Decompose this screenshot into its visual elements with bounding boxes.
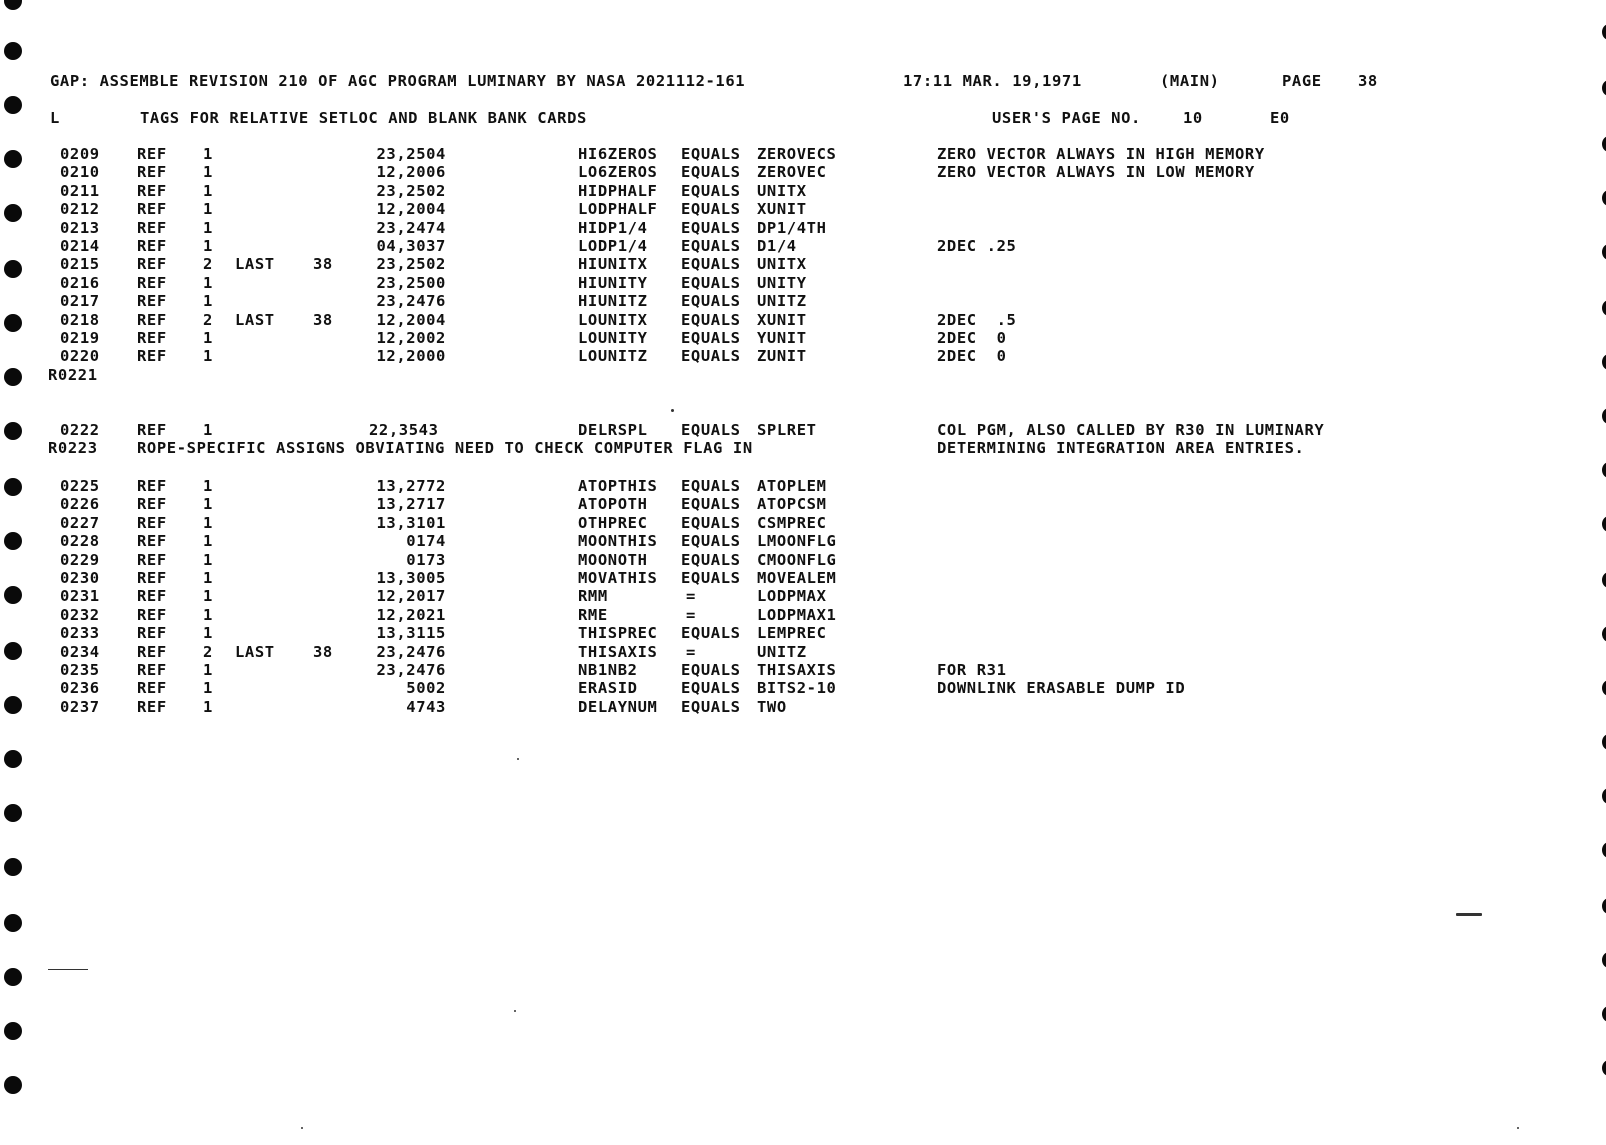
opcode: = [686, 605, 696, 624]
comment: COL PGM, ALSO CALLED BY R30 IN LUMINARY [937, 421, 1325, 439]
operand: UNITX [757, 255, 807, 274]
ref-keyword: REF [137, 513, 167, 532]
ref-count: 1 [203, 181, 213, 200]
last-page: 38 [313, 642, 333, 661]
comment: 2DEC .5 [937, 310, 1017, 329]
print-timestamp: 17:11 MAR. 19,1971 [903, 72, 1082, 90]
last-marker: LAST [235, 642, 275, 661]
users-page-label: USER'S PAGE NO. [992, 109, 1141, 127]
symbol-label: HIDPHALF [578, 181, 658, 200]
ink-mark [48, 969, 88, 970]
opcode: EQUALS [681, 513, 741, 532]
symbol-label: MOVATHIS [578, 569, 658, 587]
feed-hole [4, 804, 22, 822]
address: 04,3037 [376, 237, 446, 255]
ref-keyword: REF [137, 679, 167, 698]
feed-hole [1602, 626, 1606, 642]
operand: ZEROVEC [757, 163, 827, 182]
feed-hole [4, 0, 22, 10]
ref-keyword: REF [137, 587, 167, 606]
ref-keyword: REF [137, 495, 167, 514]
ref-keyword: REF [137, 605, 167, 624]
ink-mark [671, 409, 674, 412]
operand: DP1/4TH [757, 218, 827, 237]
ref-keyword: REF [137, 329, 167, 347]
listing-row [0, 624, 1500, 642]
ref-keyword: REF [137, 477, 167, 495]
address: 12,2006 [376, 163, 446, 182]
ink-mark [514, 1010, 516, 1012]
symbol-label: DELRSPL [578, 421, 648, 439]
address: 13,3005 [376, 569, 446, 587]
line-number: 0232 [60, 605, 100, 624]
ref-count: 1 [203, 145, 213, 163]
opcode: EQUALS [681, 624, 741, 643]
ref-count: 1 [203, 569, 213, 587]
ink-mark [517, 758, 519, 760]
opcode: EQUALS [681, 532, 741, 551]
feed-hole [4, 42, 22, 60]
address: 12,2000 [376, 347, 446, 366]
operand: ZEROVECS [757, 145, 837, 163]
symbol-label: HIUNITY [578, 273, 648, 292]
feed-hole [4, 750, 22, 768]
line-number: 0209 [60, 145, 100, 163]
listing-row [0, 329, 1500, 347]
comment: 2DEC 0 [937, 329, 1007, 347]
line-number: 0215 [60, 255, 100, 274]
ref-count: 1 [203, 477, 213, 495]
remark-line-number: R0223 [48, 439, 98, 457]
subheader-title: TAGS FOR RELATIVE SETLOC AND BLANK BANK CARDS [140, 109, 587, 127]
line-number: 0237 [60, 697, 100, 716]
comment: 2DEC 0 [937, 347, 1007, 366]
ref-keyword: REF [137, 181, 167, 200]
ink-mark [1517, 1127, 1519, 1129]
listing-row [0, 311, 1500, 329]
operand: LEMPREC [757, 624, 827, 643]
symbol-label: OTHPREC [578, 513, 648, 532]
ref-count: 1 [203, 495, 213, 514]
symbol-label: THISPREC [578, 624, 658, 643]
address: 4743 [406, 697, 446, 716]
remark-text: ROPE-SPECIFIC ASSIGNS OBVIATING NEED TO CHECK COMPUTER FLAG IN [137, 439, 753, 457]
ink-mark [301, 1127, 303, 1129]
comment: ZERO VECTOR ALWAYS IN LOW MEMORY [937, 163, 1255, 182]
listing-row [0, 421, 1500, 439]
feed-hole [1602, 354, 1606, 370]
users-page-number: 10 [1183, 109, 1203, 127]
operand: UNITX [757, 181, 807, 200]
opcode: EQUALS [681, 237, 741, 255]
remark-line-number: R0221 [48, 366, 98, 384]
line-number: 0236 [60, 679, 100, 698]
line-number: 0220 [60, 347, 100, 366]
address: 12,2002 [376, 329, 446, 347]
opcode: EQUALS [681, 495, 741, 514]
operand: D1/4 [757, 237, 797, 255]
address: 23,2500 [376, 273, 446, 292]
feed-hole [1602, 300, 1606, 316]
feed-hole [1602, 408, 1606, 424]
operand: CSMPREC [757, 513, 827, 532]
opcode: = [686, 587, 696, 606]
comment: FOR R31 [937, 661, 1007, 679]
line-number: 0227 [60, 513, 100, 532]
ref-count: 1 [203, 421, 213, 439]
opcode: EQUALS [681, 181, 741, 200]
listing-row [0, 163, 1500, 181]
opcode: EQUALS [681, 661, 741, 679]
ref-keyword: REF [137, 237, 167, 255]
symbol-label: LOUNITY [578, 329, 648, 347]
line-number: 0229 [60, 550, 100, 569]
operand: XUNIT [757, 200, 807, 219]
ref-keyword: REF [137, 273, 167, 292]
symbol-label: LO6ZEROS [578, 163, 658, 182]
symbol-label: THISAXIS [578, 642, 658, 661]
ref-keyword: REF [137, 255, 167, 274]
line-number: 0222 [60, 421, 100, 439]
feed-hole [4, 914, 22, 932]
bank-code: E0 [1270, 109, 1290, 127]
operand: TWO [757, 697, 787, 716]
feed-hole [1602, 1006, 1606, 1022]
listing-row [0, 145, 1500, 163]
ref-count: 1 [203, 513, 213, 532]
address: 13,3115 [376, 624, 446, 643]
ref-keyword: REF [137, 218, 167, 237]
line-number: 0233 [60, 624, 100, 643]
line-number: 0214 [60, 237, 100, 255]
ref-keyword: REF [137, 347, 167, 366]
address: 13,3101 [376, 513, 446, 532]
symbol-label: HI6ZEROS [578, 145, 658, 163]
feed-hole [1602, 24, 1606, 40]
symbol-label: HIUNITZ [578, 292, 648, 311]
operand: SPLRET [757, 421, 817, 439]
ref-keyword: REF [137, 145, 167, 163]
feed-hole [1602, 680, 1606, 696]
operand: CMOONFLG [757, 550, 837, 569]
operand: XUNIT [757, 310, 807, 329]
ref-count: 1 [203, 587, 213, 606]
symbol-label: LOUNITX [578, 310, 648, 329]
ref-count: 1 [203, 200, 213, 219]
address: 12,2004 [376, 200, 446, 219]
address: 23,2476 [376, 642, 446, 661]
opcode: EQUALS [681, 255, 741, 274]
remark-row [0, 439, 1500, 457]
line-number: 0216 [60, 273, 100, 292]
listing-row [0, 514, 1500, 532]
feed-hole [1602, 842, 1606, 858]
ref-keyword: REF [137, 200, 167, 219]
ref-count: 1 [203, 697, 213, 716]
address: 12,2004 [376, 310, 446, 329]
operand: BITS2-10 [757, 679, 837, 698]
line-number: 0231 [60, 587, 100, 606]
feed-hole [1602, 462, 1606, 478]
line-number: 0213 [60, 218, 100, 237]
listing-row [0, 274, 1500, 292]
comment: 2DEC .25 [937, 237, 1017, 255]
symbol-label: LODP1/4 [578, 237, 648, 255]
opcode: EQUALS [681, 218, 741, 237]
operand: ATOPCSM [757, 495, 827, 514]
ref-count: 2 [203, 642, 213, 661]
symbol-label: HIDP1/4 [578, 218, 648, 237]
opcode: EQUALS [681, 347, 741, 366]
opcode: EQUALS [681, 697, 741, 716]
symbol-label: LODPHALF [578, 200, 658, 219]
line-number: 0225 [60, 477, 100, 495]
opcode: EQUALS [681, 569, 741, 587]
operand: THISAXIS [757, 661, 837, 679]
address: 12,2021 [376, 605, 446, 624]
opcode: EQUALS [681, 477, 741, 495]
ref-count: 1 [203, 329, 213, 347]
opcode: EQUALS [681, 329, 741, 347]
operand: UNITY [757, 273, 807, 292]
ref-count: 1 [203, 273, 213, 292]
line-number: 0218 [60, 310, 100, 329]
address: 23,2502 [376, 181, 446, 200]
feed-hole [1602, 898, 1606, 914]
address: 23,2476 [376, 661, 446, 679]
ref-keyword: REF [137, 532, 167, 551]
listing-row [0, 698, 1500, 716]
line-number: 0226 [60, 495, 100, 514]
ref-count: 1 [203, 550, 213, 569]
operand: ATOPLEM [757, 477, 827, 495]
page-label: PAGE [1282, 72, 1322, 90]
line-number: 0228 [60, 532, 100, 551]
symbol-label: ERASID [578, 679, 638, 698]
symbol-label: ATOPTHIS [578, 477, 658, 495]
address: 22,3543 [369, 421, 439, 439]
ref-count: 1 [203, 605, 213, 624]
feed-hole [1602, 136, 1606, 152]
ref-count: 1 [203, 163, 213, 182]
address: 13,2717 [376, 495, 446, 514]
feed-hole [4, 368, 22, 386]
opcode: EQUALS [681, 310, 741, 329]
address: 0173 [406, 550, 446, 569]
ref-count: 1 [203, 237, 213, 255]
symbol-label: LOUNITZ [578, 347, 648, 366]
listing-row [0, 182, 1500, 200]
listing-row [0, 347, 1500, 365]
remark-comment: DETERMINING INTEGRATION AREA ENTRIES. [937, 439, 1305, 457]
opcode: EQUALS [681, 421, 741, 439]
feed-hole [1602, 516, 1606, 532]
last-marker: LAST [235, 310, 275, 329]
line-number: 0234 [60, 642, 100, 661]
opcode: EQUALS [681, 292, 741, 311]
ref-keyword: REF [137, 569, 167, 587]
address: 23,2474 [376, 218, 446, 237]
listing-row [0, 495, 1500, 513]
ref-keyword: REF [137, 292, 167, 311]
listing-row [0, 219, 1500, 237]
ref-keyword: REF [137, 642, 167, 661]
listing-row [0, 661, 1500, 679]
symbol-label: MOONOTH [578, 550, 648, 569]
symbol-label: NB1NB2 [578, 661, 638, 679]
ref-count: 1 [203, 218, 213, 237]
feed-hole [4, 858, 22, 876]
address: 0174 [406, 532, 446, 551]
listing-row [0, 200, 1500, 218]
program-header: GAP: ASSEMBLE REVISION 210 OF AGC PROGRAM LUMINARY BY NASA 2021112-161 [50, 72, 746, 90]
feed-hole [4, 1022, 22, 1040]
address: 23,2476 [376, 292, 446, 311]
feed-hole [4, 96, 22, 114]
feed-hole [1602, 80, 1606, 96]
listing-row [0, 255, 1500, 273]
listing-row [0, 237, 1500, 255]
section-label: (MAIN) [1160, 72, 1220, 90]
operand: LODPMAX1 [757, 605, 837, 624]
line-number: 0212 [60, 200, 100, 219]
feed-hole [1602, 244, 1606, 260]
operand: MOVEALEM [757, 569, 837, 587]
opcode: EQUALS [681, 550, 741, 569]
feed-hole [1602, 952, 1606, 968]
symbol-label: RMM [578, 587, 608, 606]
ref-count: 1 [203, 661, 213, 679]
opcode: EQUALS [681, 679, 741, 698]
symbol-label: DELAYNUM [578, 697, 658, 716]
ref-count: 1 [203, 292, 213, 311]
address: 23,2502 [376, 255, 446, 274]
operand: UNITZ [757, 292, 807, 311]
comment: ZERO VECTOR ALWAYS IN HIGH MEMORY [937, 145, 1265, 163]
listing-row [0, 643, 1500, 661]
ref-keyword: REF [137, 163, 167, 182]
line-number: 0217 [60, 292, 100, 311]
operand: UNITZ [757, 642, 807, 661]
address: 13,2772 [376, 477, 446, 495]
listing-row [0, 569, 1500, 587]
opcode: EQUALS [681, 145, 741, 163]
opcode: EQUALS [681, 273, 741, 292]
line-number: 0230 [60, 569, 100, 587]
comment: DOWNLINK ERASABLE DUMP ID [937, 679, 1186, 698]
symbol-label: HIUNITX [578, 255, 648, 274]
operand: LODPMAX [757, 587, 827, 606]
feed-hole [4, 968, 22, 986]
symbol-label: MOONTHIS [578, 532, 658, 551]
line-number: 0235 [60, 661, 100, 679]
listing-row [0, 477, 1500, 495]
line-number: 0219 [60, 329, 100, 347]
ref-count: 2 [203, 310, 213, 329]
last-marker: LAST [235, 255, 275, 274]
ref-count: 1 [203, 347, 213, 366]
ref-keyword: REF [137, 661, 167, 679]
ref-count: 1 [203, 624, 213, 643]
ref-count: 2 [203, 255, 213, 274]
symbol-label: ATOPOTH [578, 495, 648, 514]
ref-keyword: REF [137, 550, 167, 569]
ref-count: 1 [203, 679, 213, 698]
listing-row [0, 292, 1500, 310]
last-page: 38 [313, 310, 333, 329]
ref-keyword: REF [137, 624, 167, 643]
feed-hole [1602, 1060, 1606, 1076]
operand: LMOONFLG [757, 532, 837, 551]
feed-hole [1602, 788, 1606, 804]
opcode: EQUALS [681, 200, 741, 219]
listing-row [0, 551, 1500, 569]
listing-row [0, 679, 1500, 697]
listing-row [0, 532, 1500, 550]
feed-hole [1602, 734, 1606, 750]
feed-hole [1602, 190, 1606, 206]
address: 5002 [406, 679, 446, 698]
page-number: 38 [1358, 72, 1378, 90]
line-number: 0210 [60, 163, 100, 182]
opcode: = [686, 642, 696, 661]
symbol-label: RME [578, 605, 608, 624]
ref-keyword: REF [137, 697, 167, 716]
listing-row [0, 606, 1500, 624]
address: 23,2504 [376, 145, 446, 163]
line-number: 0211 [60, 181, 100, 200]
ref-keyword: REF [137, 310, 167, 329]
feed-hole [1602, 572, 1606, 588]
subheader-marker: L [50, 109, 60, 127]
operand: YUNIT [757, 329, 807, 347]
listing-row [0, 587, 1500, 605]
ink-mark [1456, 913, 1482, 916]
operand: ZUNIT [757, 347, 807, 366]
ref-keyword: REF [137, 421, 167, 439]
feed-hole [4, 1076, 22, 1094]
last-page: 38 [313, 255, 333, 274]
ref-count: 1 [203, 532, 213, 551]
address: 12,2017 [376, 587, 446, 606]
opcode: EQUALS [681, 163, 741, 182]
